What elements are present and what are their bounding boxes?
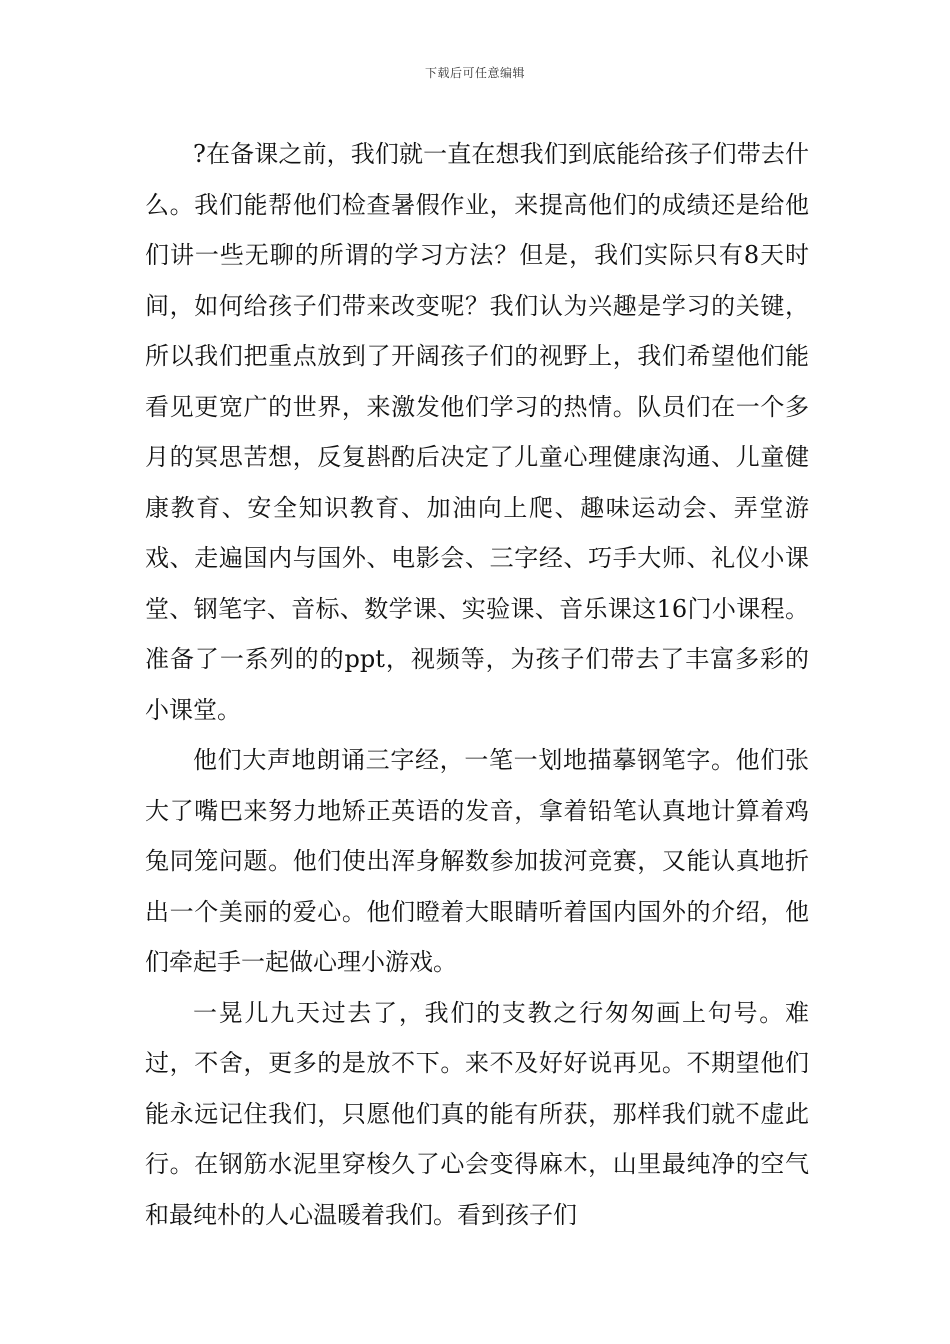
paragraph-1: ?在备课之前，我们就一直在想我们到底能给孩子们带去什么。我们能帮他们检查暑假作业，来提高他们的成绩还是给他们讲一些无聊的所谓的学习方法？但是，我们实际只有8天时间，如何给孩子们带来改变呢？我们认为兴趣是学习的关键，所以我们把重点放到了开阔孩子们的视野上，我们希望他们能看见更宽广的世界，来激发他们学习的热情。队员们在一个多月的冥思苦想，反复斟酌后决定了儿童心理健康沟通、儿童健康教育、安全知识教育、加油向上爬、趣味运动会、弄堂游戏、走遍国内与国外、电影会、三字经、巧手大师、礼仪小课堂、钢笔字、音标、数学课、实验课、音乐课这16门小课程。准备了一系列的的ppt，视频等，为孩子们带去了丰富多彩的小课堂。 — [145, 140, 809, 724]
paragraph-2: 他们大声地朗诵三字经，一笔一划地描摹钢笔字。他们张大了嘴巴来努力地矫正英语的发音，拿着铅笔认真地计算着鸡兔同笼问题。他们使出浑身解数参加拔河竞赛，又能认真地折出一个美丽的爱心。他们瞪着大眼睛听着国内国外的介绍，他们牵起手一起做心理小游戏。 — [145, 746, 809, 976]
page-header: 下载后可任意编辑 — [424, 66, 525, 80]
paragraph-3: 一晃儿九天过去了，我们的支教之行匆匆画上句号。难过，不舍，更多的是放不下。来不及好好说再见。不期望他们能永远记住我们，只愿他们真的能有所获，那样我们就不虚此行。在钢筋水泥里穿梭久了心会变得麻木，山里最纯净的空气和最纯朴的人心温暖着我们。看到孩子们 — [145, 998, 809, 1229]
document-body — [145, 129, 809, 1240]
